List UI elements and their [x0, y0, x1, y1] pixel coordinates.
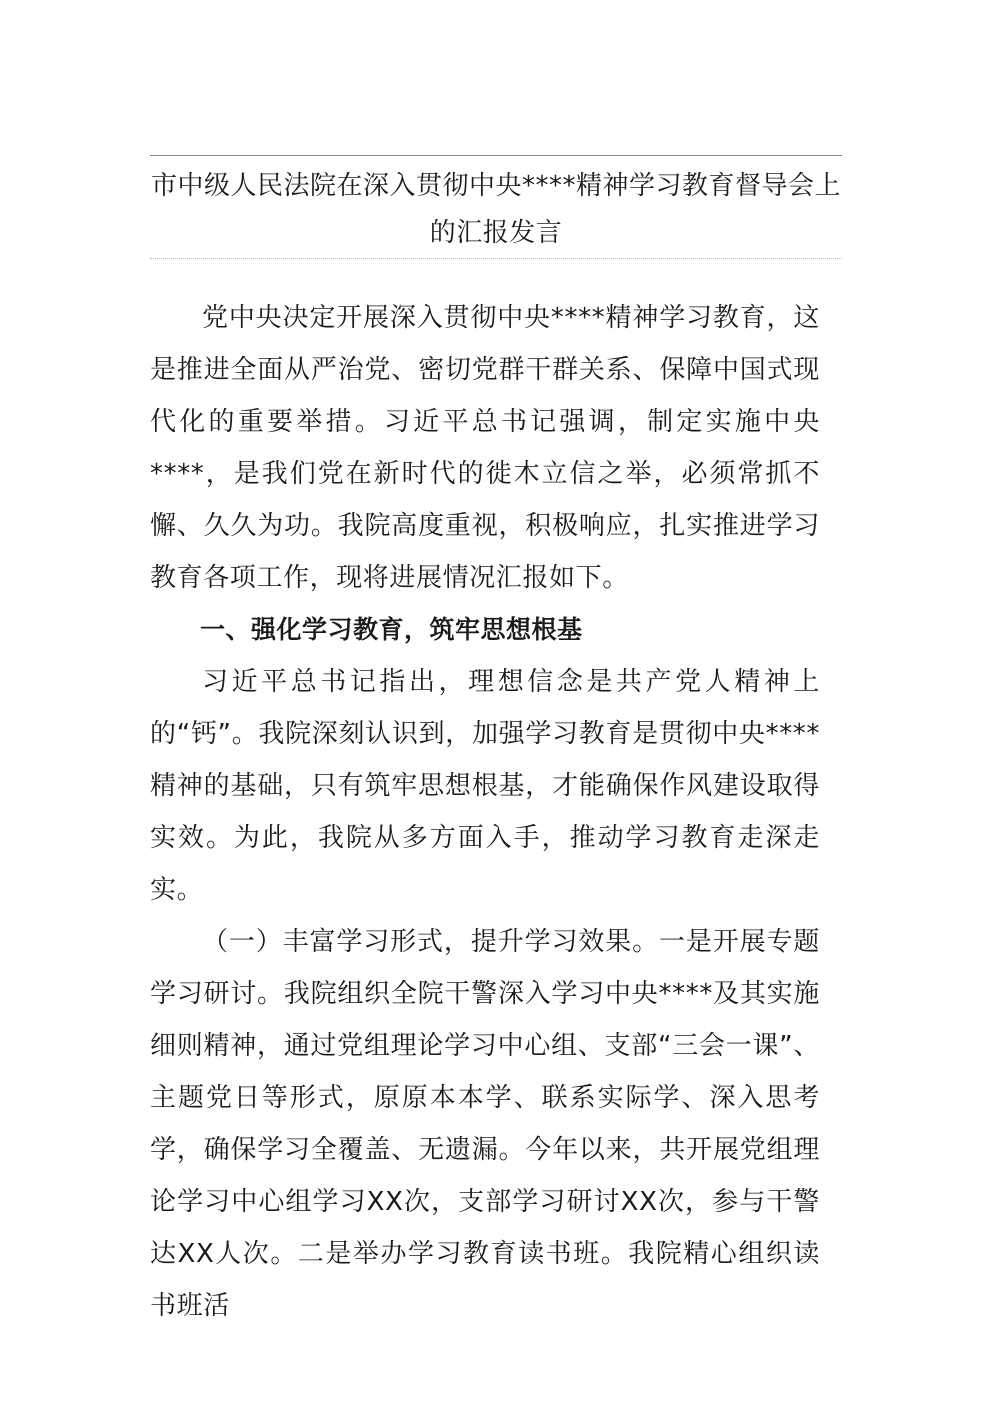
section-heading-1: 一、强化学习教育，筑牢思想根基: [200, 615, 583, 644]
title-top-rule: [150, 155, 842, 156]
paragraph-intro: 党中央决定开展深入贯彻中央****精神学习教育，这是推进全面从严治党、密切党群干群关系、保障中国式现代化的重要举措。习近平总书记强调，制定实施中央****，是我们党在新时代的徙木立信之举，必须常抓不懈、久久为功。我院高度重视，积极响应，扎实推进学习教育各项工作，现将进展情况汇报如下。: [150, 303, 820, 593]
document-title: 市中级人民法院在深入贯彻中央****精神学习教育督导会上的汇报发言: [150, 171, 841, 248]
paragraph-subsection-1: （一）丰富学习形式，提升学习效果。一是开展专题学习研讨。我院组织全院干警深入学习中央****及其实施细则精神，通过党组理论学习中心组、支部“三会一课”、主题党日等形式，原原本本学、联系实际学、深入思考学，确保学习全覆盖、无遗漏。今年以来，共开展党组理论学习中心组学习XX次，支部学习研讨XX次，参与干警达XX人次。二是举办学习教育读书班。我院精心组织读书班活: [150, 927, 820, 1321]
title-bottom-rule: [150, 258, 842, 259]
document-body: [150, 292, 820, 1332]
paragraph-section-1-lead: 习近平总书记指出，理想信念是共产党人精神上的“钙”。我院深刻认识到，加强学习教育是贯彻中央****精神的基础，只有筑牢思想根基，才能确保作风建设取得实效。为此，我院从多方面入手，推动学习教育走深走实。: [150, 667, 820, 905]
